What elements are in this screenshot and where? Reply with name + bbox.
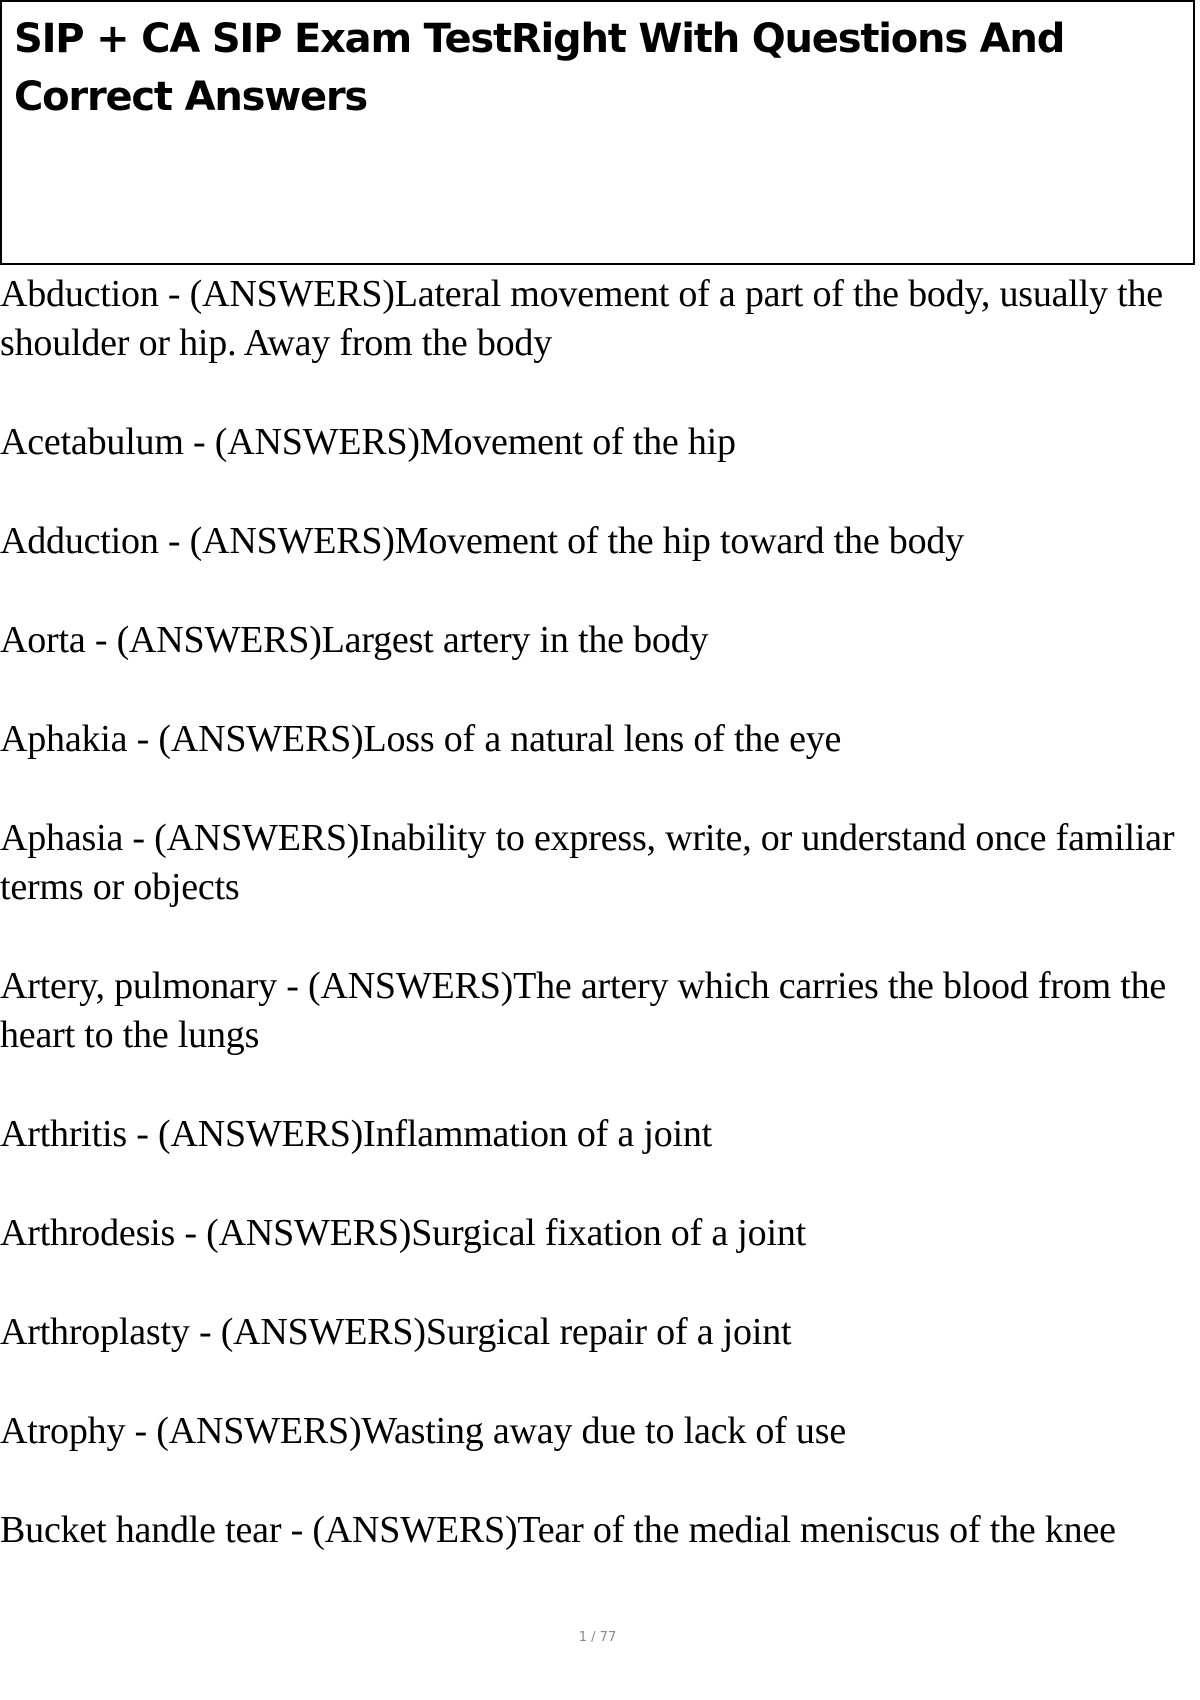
glossary-entry: Aorta - (ANSWERS)Largest artery in the body [0, 619, 709, 661]
glossary-entry: Arthroplasty - (ANSWERS)Surgical repair of a joint [0, 1311, 792, 1353]
title-box [0, 0, 1195, 265]
glossary-list [0, 270, 1190, 1605]
glossary-entry: Arthrodesis - (ANSWERS)Surgical fixation of a joint [0, 1212, 806, 1254]
page-number: 1 / 77 [578, 1630, 617, 1645]
glossary-entry: Arthritis - (ANSWERS)Inflammation of a joint [0, 1113, 713, 1155]
glossary-entry: Aphakia - (ANSWERS)Loss of a natural lens of the eye [0, 718, 842, 760]
glossary-entry: Acetabulum - (ANSWERS)Movement of the hip [0, 421, 736, 463]
document-title: SIP + CA SIP Exam TestRight With Questions And Correct Answers [14, 16, 1065, 120]
glossary-entry: Bucket handle tear - (ANSWERS)Tear of the medial meniscus of the knee [0, 1509, 1116, 1551]
glossary-entry: Aphasia - (ANSWERS)Inability to express, write, or understand once familiar terms or objects [0, 817, 1175, 908]
glossary-entry: Abduction - (ANSWERS)Lateral movement of a part of the body, usually the shoulder or hip. Away from the body [0, 273, 1163, 364]
glossary-entry: Adduction - (ANSWERS)Movement of the hip toward the body [0, 520, 964, 562]
glossary-entry: Atrophy - (ANSWERS)Wasting away due to lack of use [0, 1410, 846, 1452]
glossary-entry: Artery, pulmonary - (ANSWERS)The artery which carries the blood from the heart to the lungs [0, 965, 1167, 1056]
